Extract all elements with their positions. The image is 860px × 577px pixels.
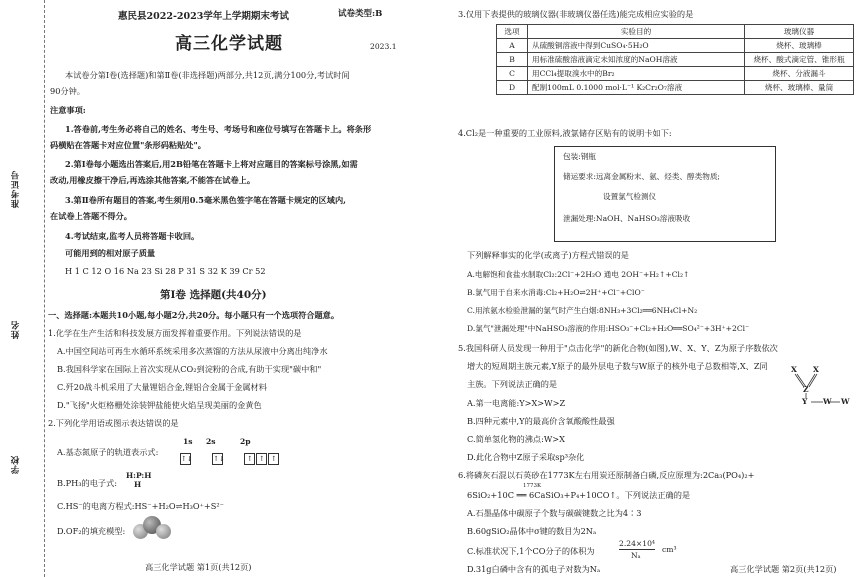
table-cell: D [497, 81, 528, 95]
ph3-formula-top: H:P:H [126, 471, 152, 480]
q4-stem: 4.Cl₂是一种重要的工业原料,液氯储存区贴有的说明卡如下: [458, 128, 672, 138]
notice-3b: 在试卷上答题不得分。 [50, 211, 132, 221]
atom-z: Z [803, 385, 809, 394]
q5-stem-1: 5.我国科研人员发现一种用于"点击化学"的新化合物(如图),W、X、Y、Z为原子序数依次 [458, 343, 778, 353]
q5-structure-diagram [785, 365, 855, 409]
table-cell: 用标准硫酸溶液滴定未知浓度的NaOH溶液 [528, 53, 745, 67]
q1-option-b: B.我国科学家在国际上首次实现从CO₂到淀粉的合成,有助于实现"碳中和" [57, 364, 322, 374]
of2-space-filling-model [133, 514, 171, 542]
q5-option-a: A.第一电离能:Y>X>W>Z [467, 398, 566, 408]
notice-3a: 3.第Ⅱ卷所有题目的答案,考生须用0.5毫米黑色签字笔在答题卡规定的区域内, [65, 195, 347, 205]
card-line: 储运要求:远离金属粉末、氨、烃类、醇类物质; [563, 172, 720, 181]
q1-option-d: D."飞扬"火炬格栅处涂装钾盐能使火焰呈现美丽的金黄色 [57, 400, 262, 410]
table-cell: 烧杯、玻璃棒 [745, 39, 854, 53]
q5-stem-2: 增大的短周期主族元素,Y原子的最外层电子数与W原子的核外电子总数相等,X、Z同 [467, 361, 768, 371]
notice-2a: 2.第Ⅰ卷每小题选出答案后,用2B铅笔在答题卡上将对应题目的答案标号涂黑,如需 [65, 159, 358, 169]
q2-stem: 2.下列化学用语或图示表达错误的是 [48, 418, 179, 428]
q5-option-d: D.此化合物中Z原子采取sp³杂化 [467, 452, 585, 462]
q5-stem-3: 主族。下列说法正确的是 [467, 379, 558, 389]
q6-reaction-condition: 1773K [523, 483, 542, 489]
orbital-box: ↑ [244, 453, 255, 465]
left-footer: 高三化学试题 第1页(共12页) [145, 562, 252, 572]
binding-line [44, 0, 45, 577]
q4-option-a: A.电解饱和食盐水制取Cl₂:2Cl⁻+2H₂O 通电 2OH⁻+H₂↑+Cl₂↑ [467, 270, 690, 279]
q6-stem-1: 6.将磷灰石混以石英砂在1773K左右用炭还原制备白磷,反应原理为:2Ca₃(PO₄)₂+ [458, 470, 755, 480]
atom-x: X [813, 365, 819, 374]
q4-option-d: D.氯气"泄漏处理"中NaHSO₃溶液的作用:HSO₃⁻+Cl₂+H₂O══SO₄²⁻+3H⁺+2Cl⁻ [467, 324, 750, 333]
chlorine-storage-card [554, 146, 776, 242]
q2-option-c: C.HS⁻的电离方程式:HS⁻+H₂O⇌H₃O⁺+S²⁻ [57, 501, 224, 511]
orbital-label-2s: 2s [206, 437, 216, 446]
header-cell: 玻璃仪器 [745, 25, 854, 39]
q3-stem: 3.仅用下表提供的玻璃仪器(非玻璃仪器任选)能完成相应实验的是 [458, 9, 694, 19]
table-row [497, 81, 854, 95]
exam-header: 惠民县2022-2023学年上学期期末考试 [118, 11, 289, 22]
q2-option-d: D.OF₂的填充模型: [57, 526, 126, 536]
section-title: 第Ⅰ卷 选择题(共40分) [160, 289, 267, 301]
header-cell: 实验目的 [528, 25, 745, 39]
orbital-box: ↑↓ [213, 454, 225, 463]
table-cell: 烧杯、酸式滴定管、锥形瓶 [745, 53, 854, 67]
q6-option-b: B.60gSiO₂晶体中σ键的数目为2Nₐ [467, 526, 597, 536]
orbital-box: ↑ [268, 453, 279, 465]
notice-2b: 改动,用橡皮擦干净后,再选涂其他答案,不能答在试卷上。 [50, 175, 256, 185]
notice-1b: 码横贴在答题卡对应位置"条形码粘贴处"。 [50, 140, 206, 150]
table-cell: 用CCl₄提取溴水中的Br₂ [528, 67, 745, 81]
card-line: 泄漏处理:NaOH、NaHSO₃溶液吸收 [563, 214, 691, 223]
table-cell: 从硫酸铜溶液中得到CuSO₄·5H₂O [528, 39, 745, 53]
ph3-formula-bottom: H [134, 480, 142, 489]
exam-date: 2023.1 [370, 42, 397, 51]
fraction-denominator: Nₐ [631, 551, 641, 560]
section-instructions: 一、选择题:本题共10小题,每小题2分,共20分。每小题只有一个选项符合题意。 [48, 310, 340, 320]
fraction-numerator: 2.24×10⁴ [619, 539, 655, 548]
notice-1a: 1.答卷前,考生务必将自己的姓名、考生号、考场号和座位号填写在答题卡上。将条形 [65, 124, 372, 134]
side-label-school: 学校 [11, 455, 21, 474]
atomic-masses: H 1 C 12 O 16 Na 23 Si 28 P 31 S 32 K 39 Cr 52 [65, 266, 266, 276]
table-cell: 烧杯、分液漏斗 [745, 67, 854, 81]
table-cell: C [497, 67, 528, 81]
orbital-box: ↑ [256, 453, 267, 465]
side-label-exam-no: 准考证号 [11, 170, 21, 208]
q6-stem-2: 6SiO₂+10C ══ 6CaSiO₃+P₄+10CO↑。下列说法正确的是 [467, 490, 691, 500]
q1-stem: 1.化学在生产生活和科技发展方面发挥着重要作用。下列说法错误的是 [48, 328, 302, 338]
q5-option-b: B.四种元素中,Y的最高价含氧酸酸性最强 [467, 416, 615, 426]
atom-y: Y [802, 397, 808, 406]
table-cell: A [497, 39, 528, 53]
q6-option-d: D.31g白磷中含有的孤电子对数为Nₐ [467, 564, 601, 574]
q2-option-a: A.基态氮原子的轨道表示式: [57, 447, 159, 457]
table-row [497, 67, 854, 81]
atom-x: X [791, 365, 797, 374]
notice-4: 4.考试结束,监考人员将答题卡收回。 [65, 231, 200, 241]
q4-option-c: C.用浓氨水检验泄漏的氯气时产生白烟:8NH₃+3Cl₂══6NH₄Cl+N₂ [467, 306, 698, 315]
table-cell: 配制100mL 0.1000 mol·L⁻¹ K₂Cr₂O₇溶液 [528, 81, 745, 95]
q1-option-c: C.歼20战斗机采用了大量锂铝合金,锂铝合金属于金属材料 [57, 382, 267, 392]
notice-title: 注意事项: [50, 105, 86, 115]
paper-type: 试卷类型:B [338, 9, 383, 19]
side-label-name: 姓名 [11, 320, 21, 339]
table-row [497, 39, 854, 53]
table-cell: B [497, 53, 528, 67]
table-cell: 烧杯、玻璃棒、量筒 [745, 81, 854, 95]
intro-line-2: 90分钟。 [50, 86, 85, 96]
right-page [430, 0, 860, 577]
q3-table [496, 24, 854, 95]
atomic-mass-title: 可能用到的相对原子质量 [65, 248, 156, 258]
orbital-box: ↑↓ [181, 454, 193, 463]
card-line: 设置氯气检测仪 [603, 192, 657, 201]
q1-option-a: A.中国空间站可再生水循环系统采用多次蒸馏的方法从尿液中分离出纯净水 [57, 346, 328, 356]
orbital-diagram [180, 448, 280, 467]
table-header-row [497, 25, 854, 39]
q4-option-b: B.氯气用于自来水消毒:Cl₂+H₂O⇌2H⁺+Cl⁻+ClO⁻ [467, 288, 645, 297]
q2-option-b: B.PH₃的电子式: [57, 478, 118, 488]
fraction-unit: cm³ [662, 545, 677, 554]
q4-subquestion: 下列解释事实的化学(或离子)方程式错误的是 [467, 250, 629, 260]
q6-option-a: A.石墨晶体中碳原子个数与碳碳键数之比为4∶3 [467, 508, 642, 518]
orbital-label-2p: 2p [240, 437, 251, 446]
right-footer: 高三化学试题 第2页(共12页) [730, 564, 837, 574]
intro-line-1: 本试卷分第Ⅰ卷(选择题)和第Ⅱ卷(非选择题)两部分,共12页,满分100分,考试时间 [65, 70, 350, 80]
atom-w: W [841, 397, 850, 406]
atom-w: W [823, 397, 832, 406]
table-row [497, 53, 854, 67]
q6-option-c: C.标准状况下,1个CO分子的体积为 [467, 546, 595, 556]
q5-option-c: C.简单氢化物的沸点:W>X [467, 434, 565, 444]
header-cell: 选项 [497, 25, 528, 39]
orbital-label-1s: 1s [183, 437, 193, 446]
main-title: 高三化学试题 [175, 34, 283, 54]
card-line: 包装:钢瓶 [563, 152, 596, 161]
